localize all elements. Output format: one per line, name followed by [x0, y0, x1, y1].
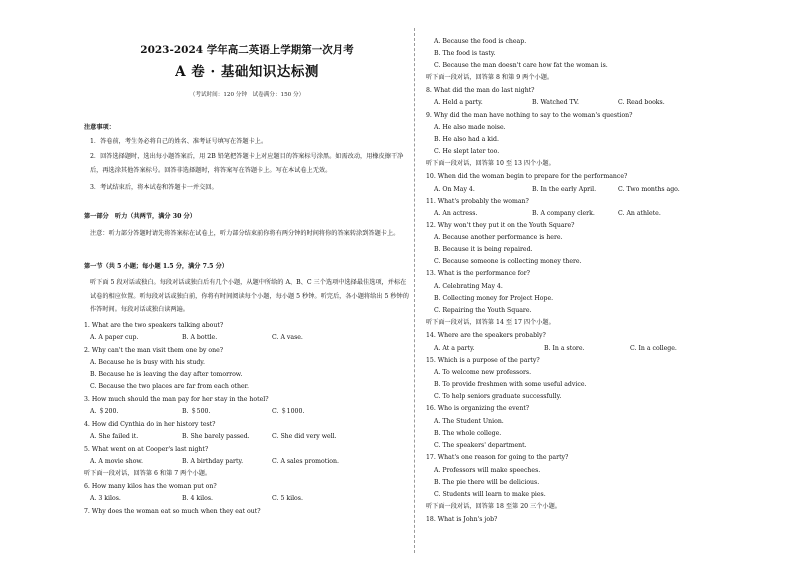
- question-5: 5. What went on at Cooper's last night?: [84, 446, 209, 453]
- option: A. A movie show.: [90, 458, 143, 465]
- option: C. Read books.: [618, 99, 665, 106]
- question-10: 10. When did the woman begin to prepare for the performance?: [426, 173, 628, 180]
- option: B. A company clerk.: [532, 210, 595, 217]
- option: A. He also made noise.: [434, 124, 506, 131]
- notice-item-2: 2．回答选择题时，选出每小题答案后，用 2B 铅笔把答题卡上对应题目的答案标号涂黑。如需改动，用橡皮擦干净后，再选涂其他答案标号。回答非选择题时，将答案写在答题卡上。写在本试卷上无效。: [90, 153, 404, 174]
- question-16: 16. Who is organizing the event?: [426, 405, 530, 412]
- option: A. To welcome new professors.: [434, 369, 532, 376]
- option: A. A paper cup.: [90, 334, 139, 341]
- question-1: 1. What are the two speakers talking about?: [84, 322, 224, 329]
- notice-item-1: 1．答卷前，考生务必将自己的姓名、准考证号填写在答题卡上。: [90, 138, 268, 145]
- question-3: 3. How much should the man pay for her stay in the hotel?: [84, 396, 269, 403]
- question-18: 18. What is John's job?: [426, 516, 498, 523]
- option: B. To provide freshmen with some useful advice.: [434, 381, 587, 388]
- option: C. An athlete.: [618, 210, 661, 217]
- option: B. Because it is being repaired.: [434, 246, 533, 253]
- exam-meta: （考试时间：120 分钟 试卷满分：150 分）: [189, 92, 305, 98]
- option: B. He also had a kid.: [434, 136, 499, 143]
- exam-title: 2023-2024 学年高二英语上学期第一次月考: [140, 44, 354, 56]
- option: C. 5 kilos.: [272, 495, 303, 502]
- option: A. Held a party.: [434, 99, 483, 106]
- question-15: 15. Which is a purpose of the party?: [426, 357, 540, 364]
- option: B. Collecting money for Project Hope.: [434, 295, 554, 302]
- option: B. The pie there will be delicious.: [434, 479, 540, 486]
- section1-heading: 第一节（共 5 小题；每小题 1.5 分，满分 7.5 分）: [84, 263, 228, 270]
- option: C. He slept later too.: [434, 148, 500, 155]
- option: C. A sales promotion.: [272, 458, 339, 465]
- question-17: 17. What's one reason for going to the party?: [426, 454, 569, 461]
- option: C. Students will learn to make pies.: [434, 491, 546, 498]
- option: B. In a store.: [544, 345, 585, 352]
- question-9: 9. Why did the man have nothing to say to the woman's question?: [426, 112, 633, 119]
- instruction-18-20: 听下面一段对话，回答第 18 至第 20 三个小题。: [426, 503, 561, 510]
- question-6: 6. How many kilos has the woman put on?: [84, 483, 217, 490]
- option: C. Because the two places are far from each other.: [90, 383, 249, 390]
- section1-intro: 听下面 5 段对话或独白。每段对话或独白后有几个小题，从题中所给的 A、B、C 三个选项中选择最佳选项，并标在试卷的相应位置。听每段对话或独白前，你将有时间阅读每个小题，每小题 5 秒钟。听完后，各小题将给出 5 秒钟的作答时间。每段对话或独白读两遍。: [90, 279, 409, 313]
- instruction-14-17: 听下面一段对话，回答第 14 至 17 四个小题。: [426, 319, 555, 326]
- option: C. Two months ago.: [618, 186, 680, 193]
- option: A. The Student Union.: [434, 418, 504, 425]
- option: B. Because he is leaving the day after tomorrow.: [90, 371, 243, 378]
- option: A. Because the food is cheap.: [434, 38, 527, 45]
- notice-heading: 注意事项：: [84, 124, 115, 131]
- part1-intro: 注意：听力部分答题时请先将答案标在试卷上，听力部分结束前你将有两分钟的时间将你的答案转涂到答题卡上。: [90, 230, 400, 237]
- option: A. 3 kilos.: [90, 495, 121, 502]
- option: A. She failed it.: [90, 433, 139, 440]
- option: A. Because he is busy with his study.: [90, 359, 205, 366]
- question-7: 7. Why does the woman eat so much when they eat out?: [84, 508, 261, 515]
- option: A. Professors will make speeches.: [434, 467, 541, 474]
- option: B. A bottle.: [182, 334, 218, 341]
- option: B. The food is tasty.: [434, 50, 496, 57]
- option: A. At a party.: [434, 345, 475, 352]
- option: C. The speakers' department.: [434, 442, 527, 449]
- question-11: 11. What's probably the woman?: [426, 198, 529, 205]
- option: C. Because someone is collecting money there.: [434, 258, 582, 265]
- option: B. In the early April.: [532, 186, 597, 193]
- question-12: 12. Why won't they put it on the Youth Square?: [426, 222, 575, 229]
- option: A. Celebrating May 4.: [434, 283, 503, 290]
- option: C. ＄1000.: [272, 408, 305, 415]
- notice-item-3: 3．考试结束后，将本试卷和答题卡一并交回。: [90, 184, 218, 191]
- option: B. 4 kilos.: [182, 495, 213, 502]
- instruction-8-9: 听下面一段对话，回答第 8 和第 9 两个小题。: [426, 74, 554, 81]
- option: C. In a college.: [630, 345, 677, 352]
- option: C. Because the man doesn't care how fat the woman is.: [434, 62, 608, 69]
- option: B. A birthday party.: [182, 458, 244, 465]
- option: C. Repairing the Youth Square.: [434, 307, 532, 314]
- option: B. She barely passed.: [182, 433, 250, 440]
- question-14: 14. Where are the speakers probably?: [426, 332, 546, 339]
- option: B. Watched TV.: [532, 99, 579, 106]
- part1-heading: 第一部分 听力（共两节，满分 30 分）: [84, 213, 196, 220]
- instruction-6-7: 听下面一段对话，回答第 6 和第 7 两个小题。: [84, 470, 212, 477]
- option: B. ＄500.: [182, 408, 211, 415]
- option: A. ＄200.: [90, 408, 119, 415]
- option: A. An actress.: [434, 210, 478, 217]
- option: C. To help seniors graduate successfully.: [434, 393, 562, 400]
- option: A. On May 4.: [434, 186, 475, 193]
- column-divider: [414, 28, 415, 553]
- exam-subtitle: A 卷 · 基础知识达标测: [175, 64, 319, 80]
- option: C. A vase.: [272, 334, 303, 341]
- option: B. The whole college.: [434, 430, 502, 437]
- instruction-10-13: 听下面一段对话，回答第 10 至 13 四个小题。: [426, 160, 555, 167]
- question-13: 13. What is the performance for?: [426, 270, 530, 277]
- option: C. She did very well.: [272, 433, 337, 440]
- question-2: 2. Why can't the man visit them one by one?: [84, 347, 224, 354]
- question-4: 4. How did Cynthia do in her history test?: [84, 421, 216, 428]
- question-8: 8. What did the man do last night?: [426, 87, 535, 94]
- option: A. Because another performance is here.: [434, 234, 563, 241]
